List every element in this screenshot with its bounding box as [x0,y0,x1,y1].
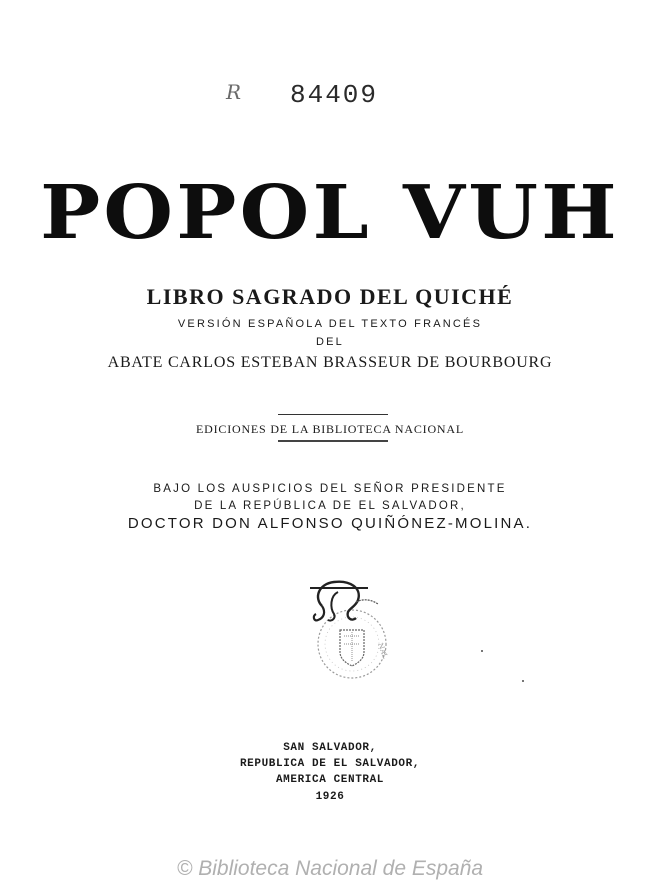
imprint-region: AMERICA CENTRAL [275,774,385,786]
author-name: ABATE CARLOS ESTEBAN BRASSEUR DE BOURBOURG [107,354,553,371]
paper-speck [522,680,524,682]
patron-name: DOCTOR DON ALFONSO QUIÑÓNEZ-MOLINA. [127,515,533,532]
imprint-city: SAN SALVADOR, [283,742,377,754]
translation-del: DEL [316,336,344,348]
book-title: POPOL VUH [40,170,620,256]
paper-speck [481,650,483,652]
shelf-mark: R [226,80,242,104]
translation-note: VERSIÓN ESPAÑOLA DEL TEXTO FRANCÉS [177,318,483,330]
auspices-line-2: DE LA REPÚBLICA DE EL SALVADOR, [194,500,466,512]
auspices-line-1: BAJO LOS AUSPICIOS DEL SEÑOR PRESIDENTE [153,483,507,495]
edition-line: EDICIONES DE LA BIBLIOTECA NACIONAL [196,422,464,436]
imprint-year: 1926 [315,791,345,803]
copyright-watermark: © Biblioteca Nacional de España [176,857,484,880]
call-number: 84409 [290,80,379,110]
library-seal-icon [300,578,400,683]
divider-top [278,414,388,415]
divider-bottom [278,440,388,442]
book-subtitle: LIBRO SAGRADO DEL QUICHÉ [146,284,514,309]
svg-text:NAL: NAL [376,641,390,660]
imprint-country: REPUBLICA DE EL SALVADOR, [239,758,421,770]
